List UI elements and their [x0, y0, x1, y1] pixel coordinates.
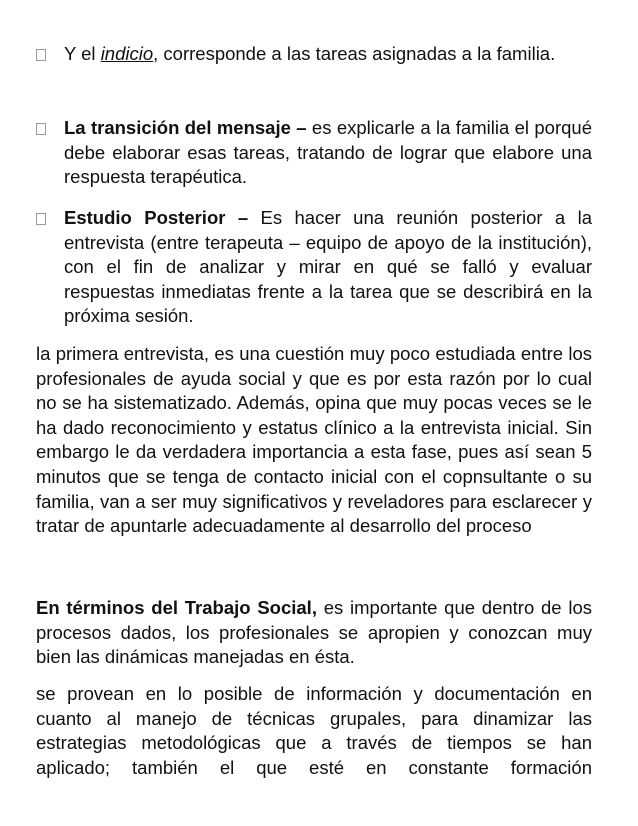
- bullet-indicio: [36, 42, 592, 67]
- bullet-transicion: [36, 116, 592, 190]
- paragraph-provean: se provean en lo posible de información y documentación en cuanto al manejo de técnicas grupales, para dinamizar las estrategias metodológicas que a través de tiempos se han aplicado; también el que esté en constante formación: [36, 683, 592, 778]
- paragraph-primera-entrevista: la primera entrevista, es una cuestión muy poco estudiada entre los profesionales de ayuda social y que es por esta razón por lo cual no se ha sistematizado. Además, opina que muy pocas veces se le ha dado reconocimiento y estatus clínico a la entrevista inicial. Sin embargo le da verdadera importancia a esta fase, pues así sean 5 minutos que se tenga de contacto inicial con el copnsultante o su familia, van a ser muy significativos y reveladores para esclarecer y tratar de apuntarle adecuadamente al desarrollo del proceso: [36, 343, 592, 537]
- bullet-lead: La transición del mensaje –: [64, 117, 307, 138]
- bullet-text: Y el indicio, corresponde a las tareas asignadas a la familia.: [64, 43, 556, 64]
- indicio-term: indicio: [100, 43, 154, 64]
- bullet-box-icon: [36, 49, 46, 61]
- bullet-box-icon: [36, 213, 46, 225]
- paragraph-lead: En términos del Trabajo Social,: [36, 597, 317, 618]
- bullet-text: La transición del mensaje – es explicarle a la familia el porqué debe elaborar esas tareas, tratando de lograr que elabore una respuesta terapéutica.: [64, 117, 592, 188]
- bullet-text: Estudio Posterior – Es hacer una reunión posterior a la entrevista (entre terapeuta – equipo de apoyo de la institución), con el fin de analizar y mirar en qué se falló y evaluar respuestas inmediatas frente a la tarea que se describirá en la próxima sesión.: [64, 207, 592, 327]
- bullet-lead: Estudio Posterior –: [64, 207, 249, 228]
- paragraph-trabajo-social: En términos del Trabajo Social, es importante que dentro de los procesos dados, los profesionales se apropien y conozcan muy bien las dinámicas manejadas en ésta.: [36, 597, 592, 668]
- bullet-estudio-posterior: [36, 206, 592, 329]
- bullet-box-icon: [36, 123, 46, 135]
